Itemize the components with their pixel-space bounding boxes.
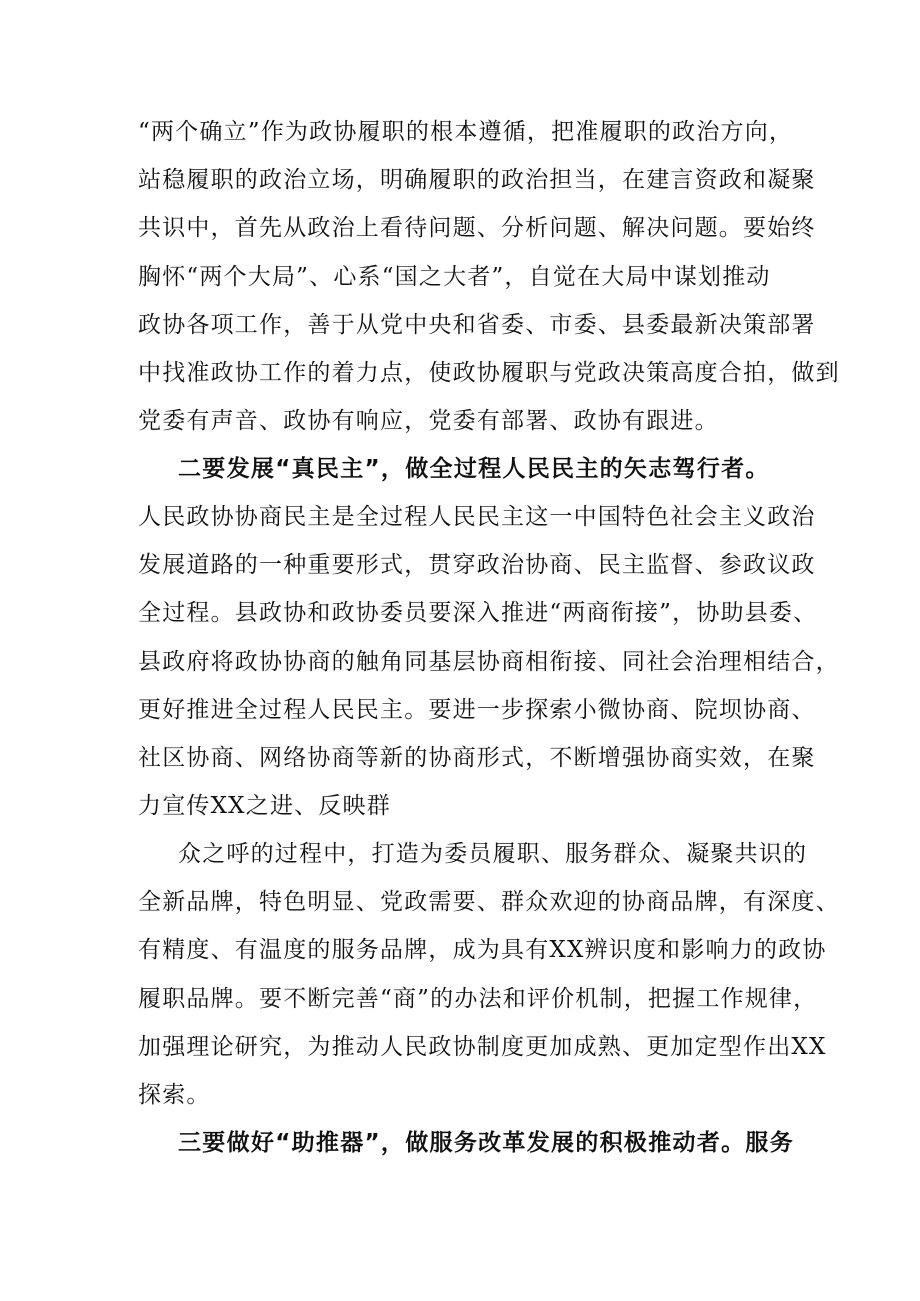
paragraph-line: 有精度、有温度的服务品牌，成为具有XX辨识度和影响力的政协 [138, 937, 827, 963]
paragraph-line: 站稳履职的政治立场，明确履职的政治担当，在建言资政和凝聚 [138, 167, 816, 193]
paragraph-line: 履职品牌。要不断完善“商”的办法和评价机制，把握工作规律， [138, 986, 818, 1012]
paragraph-line: 胸怀“两个大局”、心系“国之大者”，自觉在大局中谋划推动 [138, 264, 771, 290]
paragraph-line: 众之呼的过程中，打造为委员履职、服务群众、凝聚共识的 [178, 841, 808, 867]
paragraph-line: 共识中，首先从政治上看待问题、分析问题、解决问题。要始终 [138, 215, 816, 241]
paragraph-line: 更好推进全过程人民民主。要进一步探索小微协商、院坝协商、 [138, 697, 816, 723]
section-heading-2: 二要发展“真民主”，做全过程人民民主的矢志驾行者。 [178, 456, 770, 482]
section-heading-3: 三要做好“助推器”，做服务改革发展的积极推动者。服务 [178, 1130, 795, 1156]
paragraph-line: 人民政协协商民主是全过程人民民主这一中国特色社会主义政治 [138, 504, 816, 530]
paragraph-line: 力宣传XX之进、反映群 [138, 793, 391, 819]
paragraph-line: 县政府将政协协商的触角同基层协商相衔接、同社会治理相结合， [138, 649, 840, 675]
paragraph-line: 全新品牌，特色明显、党政需要、群众欢迎的协商品牌，有深度、 [138, 889, 840, 915]
paragraph-line: 中找准政协工作的着力点，使政协履职与党政决策高度合拍，做到 [138, 360, 840, 386]
paragraph-line: 加强理论研究，为推动人民政协制度更加成熟、更加定型作出XX [138, 1034, 827, 1060]
paragraph-line: 全过程。县政协和政协委员要深入推进“两商衔接”，协助县委、 [138, 600, 818, 626]
paragraph-line: 发展道路的一种重要形式，贯穿政治协商、民主监督、参政议政 [138, 552, 816, 578]
paragraph-line: 政协各项工作，善于从党中央和省委、市委、县委最新决策部署 [138, 312, 816, 338]
paragraph-line: 党委有声音、政协有响应，党委有部署、政协有跟进。 [138, 408, 719, 434]
paragraph-line: 探索。 [138, 1082, 211, 1108]
paragraph-line: 社区协商、网络协商等新的协商形式，不断增强协商实效，在聚 [138, 745, 816, 771]
paragraph-line: “两个确立”作为政协履职的根本遵循，把准履职的政治方向， [138, 119, 794, 145]
